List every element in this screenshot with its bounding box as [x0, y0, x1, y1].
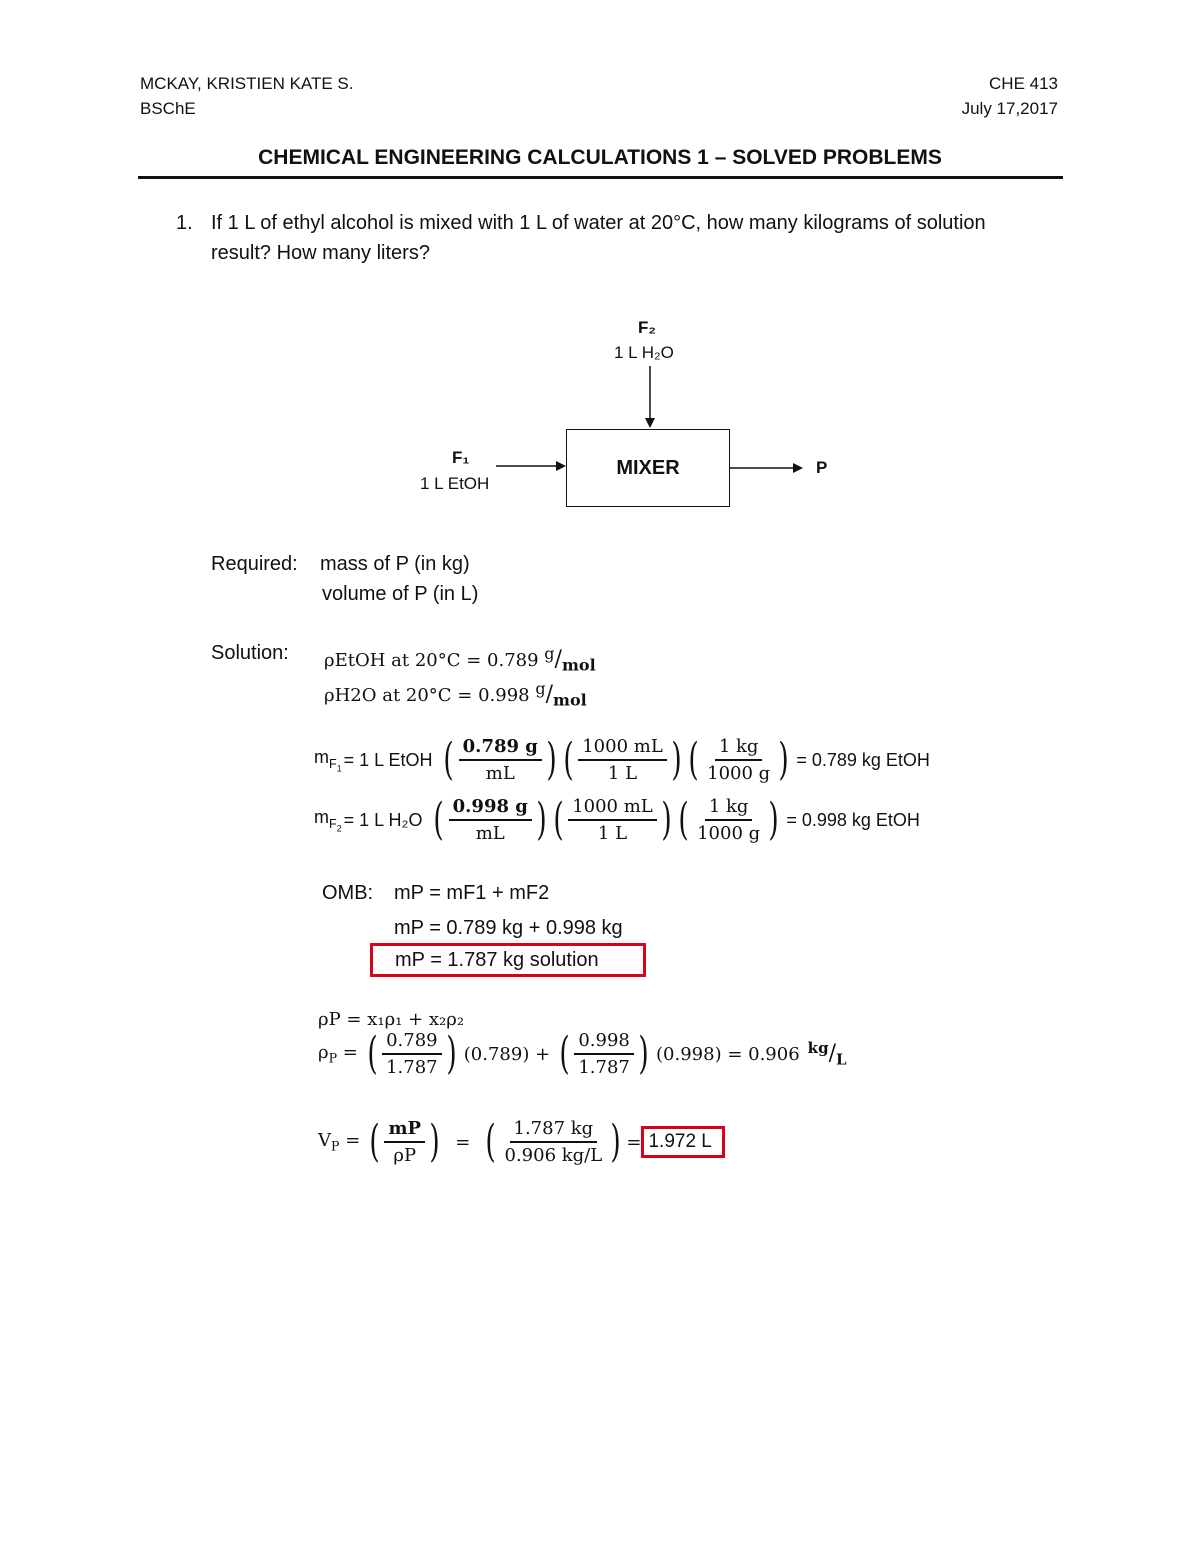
density-p-calc: $\rho_P$ = ( $\frac{0.789}{1.787}$ ) (0.789) + ( $\frac{0.998}{1.787}$ ) (0.998) = 0.906 $^{kg}/_L$: [318, 1028, 847, 1079]
f2-description: 1 L H₂O: [614, 343, 674, 362]
problem-text-line-1: If 1 L of ethyl alcohol is mixed with 1 L of water at 20°C, how many kilograms of solution: [211, 212, 986, 234]
mass-f2-symbol: $m_{F_2}$: [314, 806, 342, 834]
date: July 17,2017: [961, 99, 1058, 118]
density-unit-num-2: g: [535, 679, 546, 698]
mixer-box: MIXER: [566, 429, 730, 507]
mass-f1-equation: $m_{F_1}$ = 1 L EtOH ( $\frac{0.789 g}{mL}$ ) ( $\frac{1000 mL}{1 L}$ ) ( $\frac{1 kg}{1000 g}$ ) = 0.789 kg EtOH: [314, 734, 930, 785]
volume-p-symbol: $V_P$ =: [318, 1130, 361, 1154]
density-p-formula: ρP = x₁ρ₁ + x₂ρ₂: [318, 1009, 465, 1030]
density-etoh: ρEtOH at 20°C = 0.789 $^g/_{mol}$: [324, 644, 596, 675]
f1-description: 1 L EtOH: [420, 474, 490, 493]
mass-f2-equation: $m_{F_2}$ = 1 L H₂O ( $\frac{0.998 g}{mL}$ ) ( $\frac{1000 mL}{1 L}$ ) ( $\frac{1 kg}{1000 g}$ ) = 0.998 kg EtOH: [314, 794, 920, 845]
mass-p-answer-box: mP = 1.787 kg solution: [370, 943, 646, 977]
mass-f2-result: = 0.998 kg EtOH: [786, 809, 920, 830]
problem-number: 1.: [176, 212, 193, 234]
mass-f2-lhs: = 1 L H₂O: [343, 809, 423, 830]
density-unit-den: mol: [561, 655, 596, 675]
mass-f1-symbol: $m_{F_1}$: [314, 746, 342, 774]
volume-p-equation: $V_P$ = ( $\frac{mP}{\rho P}$ ) = ( $\frac{1.787 kg}{0.906 kg/L}$ ) = 1.972 L: [318, 1118, 725, 1166]
f1-label: F₁: [452, 448, 470, 467]
omb-line-2: mP = 0.789 kg + 0.998 kg: [394, 917, 623, 939]
problem-text-line-2: result? How many liters?: [211, 242, 430, 264]
volume-p-answer-box: 1.972 L: [641, 1126, 724, 1158]
f2-arrow-head: [645, 418, 655, 428]
author-name: MCKAY, KRISTIEN KATE S.: [140, 74, 354, 93]
density-p-unit: $^{kg}/_L$: [807, 1039, 847, 1069]
course-code: CHE 413: [989, 74, 1058, 93]
density-h2o-text: ρH2O at 20°C = 0.998: [324, 685, 530, 706]
omb-label: OMB:: [322, 882, 374, 904]
density-h2o: ρH2O at 20°C = 0.998 $^g/_{mol}$: [324, 679, 587, 710]
solution-label: Solution:: [211, 642, 289, 664]
mass-f1-lhs: = 1 L EtOH: [343, 749, 433, 770]
required-item-mass: mass of P (in kg): [320, 553, 470, 575]
density-unit-den-2: mol: [553, 690, 587, 710]
density-p-symbol: $\rho_P$ =: [318, 1042, 358, 1066]
density-etoh-text: ρEtOH at 20°C = 0.789: [324, 650, 539, 671]
required-item-volume: volume of P (in L): [322, 583, 479, 605]
density-unit-num: g: [544, 644, 555, 663]
required-label: Required:: [211, 553, 298, 575]
f1-arrow-head: [556, 461, 566, 471]
mass-f1-result: = 0.789 kg EtOH: [796, 749, 930, 770]
omb-line-1: mP = mF1 + mF2: [394, 882, 550, 904]
page-title: CHEMICAL ENGINEERING CALCULATIONS 1 – SOLVED PROBLEMS: [258, 146, 942, 169]
p-arrow-head: [793, 463, 803, 473]
program: BSChE: [140, 99, 196, 118]
f2-label: F₂: [638, 318, 656, 337]
p-label: P: [816, 458, 828, 477]
